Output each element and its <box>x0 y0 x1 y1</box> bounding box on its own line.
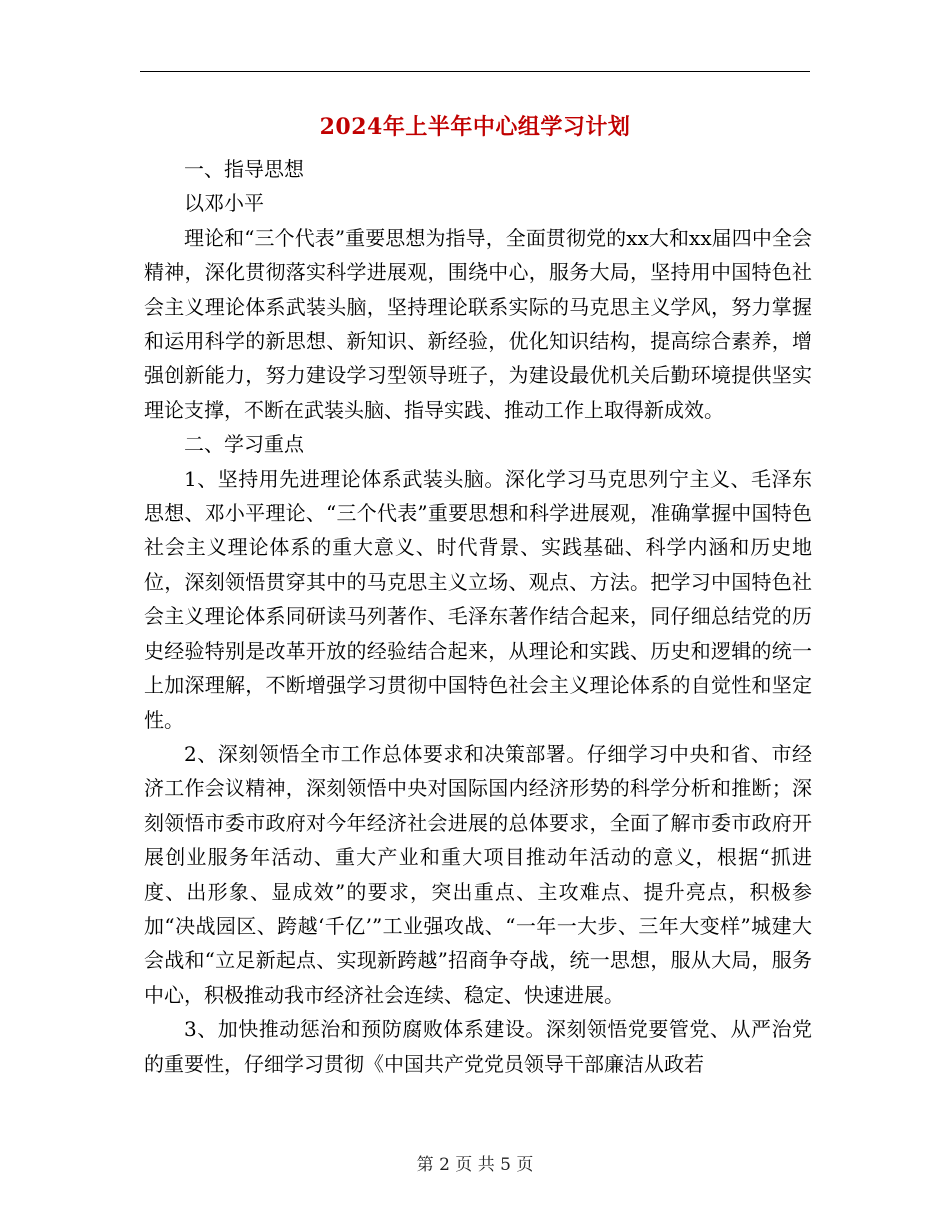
section-heading-guiding-thought: 一、指导思想 <box>184 157 304 181</box>
paragraph-focus-3: 3、加快推动惩治和预防腐败体系建设。深刻领悟党要管党、从严治党的重要性，仔细学习贯彻《中国共产党党员领导干部廉洁从政若 <box>144 1017 812 1076</box>
paragraph-intro-fragment: 以邓小平 <box>184 191 264 216</box>
paragraph-focus-2: 2、深刻领悟全市工作总体要求和决策部署。仔细学习中央和省、市经济工作会议精神，深刻领悟中央对国际国内经济形势的科学分析和推断；深刻领悟市委市政府对今年经济社会进展的总体要求，全面了解市委市政府开展创业服务年活动、重大产业和重大项目推动年活动的意义，根据“抓进度、出形象、显成效”的要求，突出重点、主攻难点、提升亮点，积极参加“决战园区、跨越‘千亿’”工业强攻战、“一年一大步、三年大变样”城建大会战和“立足新起点、实现新跨越”招商争夺战，统一思想，服从大局，服务中心，积极推动我市经济社会连续、稳定、快速进展。 <box>144 741 812 1007</box>
document-title: 2024年上半年中心组学习计划 <box>319 114 631 140</box>
paragraph-guiding-thought: 理论和“三个代表”重要思想为指导，全面贯彻党的xx大和xx届四中全会精神，深化贯彻落实科学进展观，围绕中心，服务大局，坚持用中国特色社会主义理论体系武装头脑，坚持理论联系实际的马克思主义学风，努力掌握和运用科学的新思想、新知识、新经验，优化知识结构，提高综合素养，增强创新能力，努力建设学习型领导班子，为建设最优机关后勤环境提供坚实理论支撑，不断在武装头脑、指导实践、推动工作上取得新成效。 <box>144 225 812 422</box>
document-body <box>144 152 812 1081</box>
paragraph-focus-1: 1、坚持用先进理论体系武装头脑。深化学习马克思列宁主义、毛泽东思想、邓小平理论、“三个代表”重要思想和科学进展观，准确掌握中国特色社会主义理论体系的重大意义、时代背景、实践基础、科学内涵和历史地位，深刻领悟贯穿其中的马克思主义立场、观点、方法。把学习中国特色社会主义理论体系同研读马列著作、毛泽东著作结合起来，同仔细总结党的历史经验特别是改革开放的经验结合起来，从理论和实践、历史和逻辑的统一上加深理解，不断增强学习贯彻中国特色社会主义理论体系的自觉性和坚定性。 <box>144 466 812 732</box>
header-rule <box>140 71 810 72</box>
page-number: 第 2 页 共 5 页 <box>416 1155 534 1175</box>
section-heading-study-focus: 二、学习重点 <box>184 432 304 457</box>
